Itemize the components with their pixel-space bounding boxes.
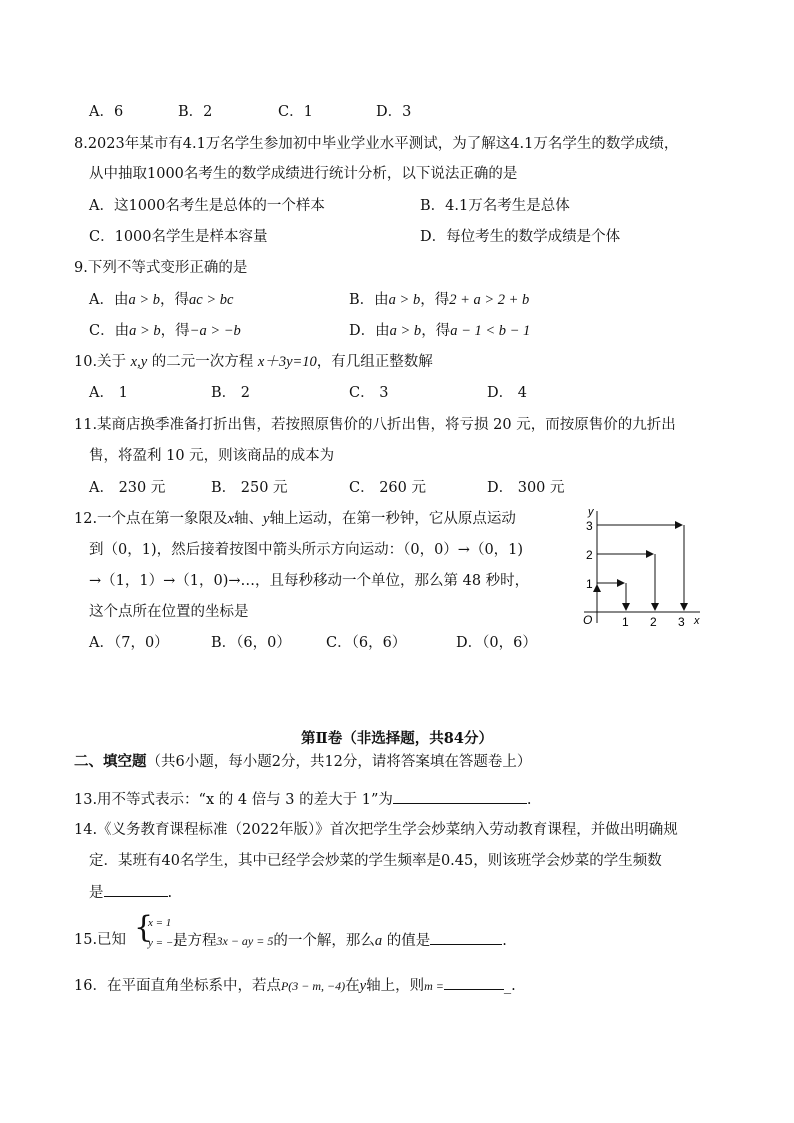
q15: 15.已知 bbox=[74, 932, 127, 948]
q12-stem-line4: 这个点所在位置的坐标是 bbox=[89, 604, 249, 620]
x-tick-1: 1 bbox=[622, 615, 629, 629]
q7-option-c: C．1 bbox=[278, 104, 313, 120]
q15-system-eq2: y = −1 bbox=[148, 937, 179, 949]
q11-option-b: B． 250 元 bbox=[211, 480, 288, 496]
q8-option-a: A．这1000名考生是总体的一个样本 bbox=[89, 198, 325, 214]
x-tick-3: 3 bbox=[678, 615, 685, 629]
q12-option-c: C．（6，6） bbox=[326, 635, 407, 651]
x-tick-2: 2 bbox=[650, 615, 657, 629]
q13-answer-blank[interactable] bbox=[393, 789, 527, 804]
q14-answer-blank[interactable] bbox=[104, 882, 168, 897]
q12-stem-line3: →（1，1）→（1，0)→…，且每秒移动一个单位，那么第 48 秒时， bbox=[89, 573, 530, 589]
q8-option-c: C．1000名学生是样本容量 bbox=[89, 229, 268, 245]
q13: 13.用不等式表示：“x 的 4 倍与 3 的差大于 1”为 . bbox=[74, 789, 532, 810]
q11-option-d: D． 300 元 bbox=[487, 480, 565, 496]
q9-option-b: B．由a > b，得2 + a > 2 + b bbox=[349, 292, 530, 308]
y-tick-3: 3 bbox=[586, 519, 593, 533]
q12-stem-line1: 12.一个点在第一象限及x轴、y轴上运动，在第一秒钟，它从原点运动 bbox=[74, 511, 516, 527]
part2-title: 第Ⅱ卷（非选择题，共84分） bbox=[301, 730, 493, 747]
q11-stem-line1: 11.某商店换季准备打折出售，若按照原售价的八折出售，将亏损 20 元，而按原售价的九折出 bbox=[74, 417, 676, 433]
q10-option-b: B． 2 bbox=[211, 385, 250, 401]
q11-option-c: C． 260 元 bbox=[349, 480, 426, 496]
q9-option-d: D．由a > b，得a − 1 < b − 1 bbox=[349, 323, 531, 339]
q12-path-figure bbox=[570, 505, 710, 630]
q15-rest: 是方程3x − ay = 5的一个解，那么a 的值是 . bbox=[173, 930, 507, 951]
q14-line1: 14.《义务教育课程标准（2022年版）》首次把学生学会炒菜纳入劳动教育课程，并做出明确规 bbox=[74, 822, 678, 838]
q16: 16．在平面直角坐标系中，若点P(3 − m, −4)在y轴上，则m = _. bbox=[74, 975, 516, 996]
y-tick-1: 1 bbox=[586, 577, 593, 591]
q7-option-d: D．3 bbox=[376, 104, 412, 120]
q12-option-a: A．（7，0） bbox=[89, 635, 169, 651]
section-2-heading: 二、填空题（共6小题，每小题2分，共12分，请将答案填在答题卷上） bbox=[74, 753, 532, 770]
q12-stem-line2: 到（0，1)，然后接着按图中箭头所示方向运动：（0，0）→（0，1) bbox=[89, 542, 524, 558]
q12-option-b: B．（6，0） bbox=[211, 635, 291, 651]
q8-option-b: B．4.1万名考生是总体 bbox=[420, 198, 570, 214]
q9-option-c: C．由a > b，得−a > −b bbox=[89, 323, 241, 339]
q10-option-c: C． 3 bbox=[349, 385, 389, 401]
q14-line3: 是 . bbox=[89, 882, 172, 903]
q10-stem: 10.关于 x,y 的二元一次方程 x＋3y=10，有几组正整数解 bbox=[74, 354, 433, 370]
q8-stem-line2: 从中抽取1000名考生的数学成绩进行统计分析，以下说法正确的是 bbox=[89, 166, 518, 182]
x-axis-label: x bbox=[694, 615, 700, 627]
q9-option-a: A．由a > b，得ac > bc bbox=[89, 292, 234, 308]
q15-answer-blank[interactable] bbox=[430, 930, 502, 945]
q11-stem-line2: 售，将盈利 10 元，则该商品的成本为 bbox=[89, 448, 335, 464]
q15-system-eq1: x = 1 bbox=[148, 917, 172, 929]
q9-stem: 9.下列不等式变形正确的是 bbox=[74, 260, 248, 276]
q8-option-d: D．每位考生的数学成绩是个体 bbox=[420, 229, 621, 245]
q14-line2: 定．某班有40名学生，其中已经学会炒菜的学生频率是0.45，则该班学会炒菜的学生频数 bbox=[89, 853, 662, 869]
y-tick-2: 2 bbox=[586, 548, 593, 562]
q10-option-a: A． 1 bbox=[89, 385, 128, 401]
q16-answer-blank[interactable] bbox=[444, 975, 504, 990]
q8-stem-line1: 8.2023年某市有4.1万名学生参加初中毕业学业水平测试，为了解这4.1万名学生的数学成绩， bbox=[74, 136, 679, 152]
q12-option-d: D．（0，6） bbox=[456, 635, 537, 651]
y-axis-label: y bbox=[588, 506, 594, 518]
q7-option-b: B．2 bbox=[178, 104, 213, 120]
q11-option-a: A． 230 元 bbox=[89, 480, 166, 496]
origin-label: O bbox=[583, 613, 593, 627]
q7-option-a: A．6 bbox=[89, 104, 124, 120]
q15-brace: { bbox=[134, 910, 154, 945]
q10-option-d: D． 4 bbox=[487, 385, 527, 401]
